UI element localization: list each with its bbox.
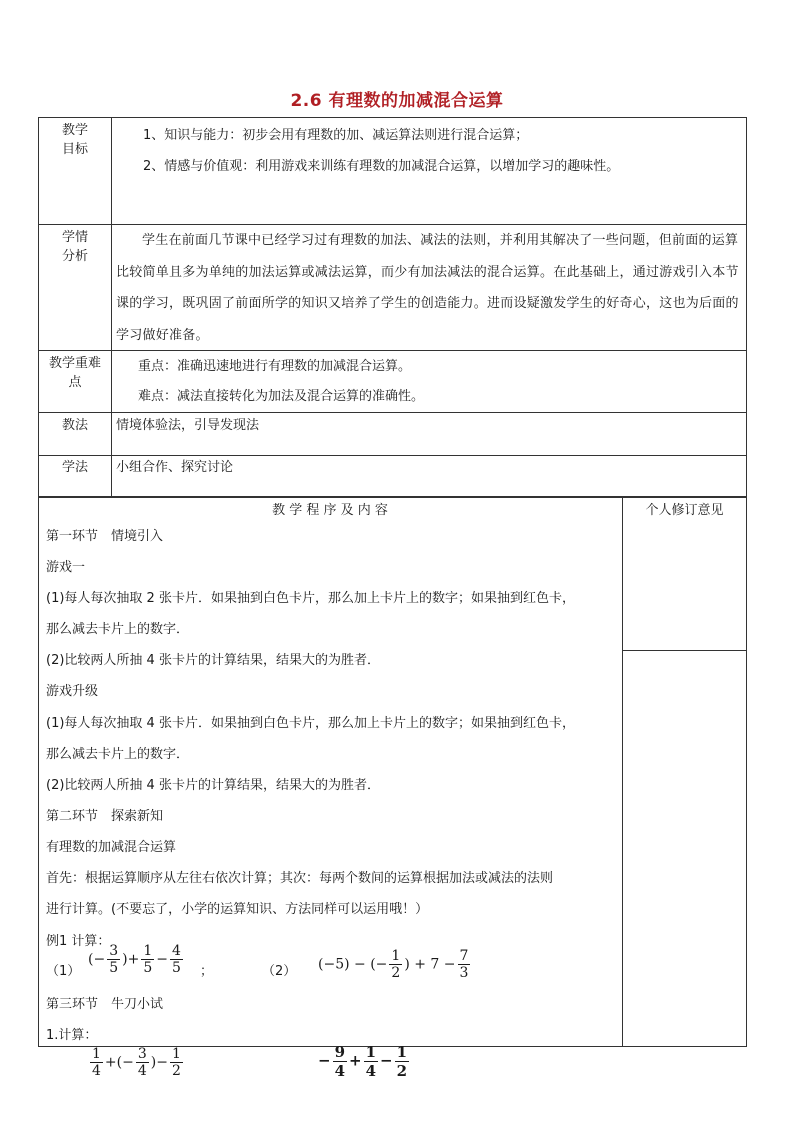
math-text: )+ (122, 951, 140, 968)
fraction (170, 1046, 183, 1079)
numerator: 1 (143, 943, 153, 959)
analysis-label: 学情 分析 (61, 230, 88, 264)
math-text: (− (88, 951, 106, 968)
procedure-line: (1)每人每次抽取 4 张卡片．如果抽到白色卡片，那么加上卡片上的数字；如果抽到红色卡， (46, 716, 575, 731)
study-text: 小组合作、探究讨论 (116, 460, 234, 475)
example-2-expression (318, 948, 472, 981)
math-text: )− (150, 1054, 168, 1071)
numerator: 1 (92, 1046, 101, 1062)
row-divider (38, 412, 747, 413)
revision-header: 个人修订意见 (645, 503, 724, 518)
numerator: 1 (396, 1043, 408, 1061)
procedure-line: (2)比较两人所抽 4 张卡片的计算结果，结果大的为胜者． (46, 778, 380, 793)
denominator: 2 (391, 965, 401, 981)
practice-2-expression (318, 1043, 411, 1080)
denominator: 3 (459, 965, 469, 981)
numerator: 3 (137, 1046, 147, 1062)
fraction (395, 1043, 409, 1080)
fraction (333, 1043, 347, 1080)
denominator: 5 (171, 960, 181, 976)
example-1-expression (88, 943, 185, 976)
numerator: 1 (171, 1046, 181, 1062)
denominator: 2 (171, 1063, 181, 1079)
procedure-line: (2)比较两人所抽 4 张卡片的计算结果，结果大的为胜者． (46, 653, 380, 668)
fraction (458, 948, 471, 981)
info-column-divider (111, 117, 112, 497)
example-2-label: （2） (262, 964, 297, 979)
exercise-label: 1.计算： (46, 1028, 98, 1043)
procedure-line: 进行计算。(不要忘了，小学的运算知识、方法同样可以运用哦！） (46, 902, 429, 917)
math-text: (−5) − (− (318, 956, 388, 973)
procedure-line: 首先：根据运算顺序从左往右依次计算；其次：每两个数间的运算根据加法或减法的法则 (46, 871, 554, 886)
fraction (170, 943, 183, 976)
numerator: 4 (171, 943, 181, 959)
fraction (90, 1046, 103, 1079)
objective-line-2: 2、情感与价值观：利用游戏来训练有理数的加减混合运算，以增加学习的趣味性。 (143, 159, 620, 174)
procedure-header: 教 学 程 序 及 内 容 (272, 503, 388, 518)
objective-line-1: 1、知识与能力：初步会用有理数的加、减运算法则进行混合运算； (143, 128, 529, 143)
numerator: 1 (391, 948, 401, 964)
analysis-text: 学生在前面几节课中已经学习过有理数的加法、减法的法则，并利用其解决了一些问题，但前面的运算比较简单且多为单纯的加法运算或减法运算，而少有加法减法的混合运算。在此基础上，通过游戏引入本节课的学习，既巩固了前面所学的知识又培养了学生的创造能力。进而设疑激发学生的好奇心，这也为后面的学习做好准备。 (116, 233, 739, 343)
procedure-line: 游戏升级 (46, 684, 99, 699)
page-title: 2.6 有理数的加减混合运算 (290, 91, 504, 111)
procedure-line: 那么减去卡片上的数字． (46, 622, 190, 637)
keypoint-line-1: 重点：准确迅速地进行有理数的加减混合运算。 (138, 359, 412, 374)
fraction (107, 943, 120, 976)
procedure-line: 游戏一 (46, 560, 86, 575)
fraction (141, 943, 154, 976)
denominator: 5 (109, 960, 119, 976)
math-text: − (318, 1051, 331, 1070)
denominator: 4 (137, 1063, 147, 1079)
practice-1-expression (88, 1046, 185, 1079)
denominator: 2 (396, 1062, 408, 1080)
numerator: 7 (459, 948, 469, 964)
procedure-column-divider (622, 497, 623, 1047)
math-text: + (349, 1051, 362, 1070)
procedure-line: 那么减去卡片上的数字． (46, 747, 190, 762)
objectives-label: 教学 目标 (61, 123, 88, 157)
math-text: ) + 7 − (404, 956, 456, 973)
numerator: 1 (365, 1043, 377, 1061)
example-1-label: （1） (46, 964, 81, 979)
denominator: 5 (143, 960, 153, 976)
method-label: 教法 (61, 418, 88, 433)
procedure-line: (1)每人每次抽取 2 张卡片．如果抽到白色卡片，那么加上卡片上的数字；如果抽到红色卡， (46, 591, 575, 606)
example-label: 例1 计算： (46, 934, 111, 949)
numerator: 3 (109, 943, 119, 959)
fraction (389, 948, 402, 981)
math-text: − (380, 1051, 393, 1070)
procedure-line: 有理数的加减混合运算 (46, 840, 177, 855)
numerator: 9 (334, 1043, 346, 1061)
fraction (136, 1046, 149, 1079)
math-text: − (156, 951, 168, 968)
keypoints-label: 教学重难 点 (48, 356, 101, 390)
denominator: 4 (334, 1062, 346, 1080)
denominator: 4 (365, 1062, 377, 1080)
fraction (364, 1043, 378, 1080)
example-separator: ； (200, 964, 214, 979)
side-row-divider (622, 650, 747, 651)
procedure-line: 第二环节 探索新知 (46, 809, 164, 824)
study-label: 学法 (61, 460, 88, 475)
row-divider (38, 455, 747, 456)
math-text: +(− (104, 1054, 134, 1071)
section-3-title: 第三环节 牛刀小试 (46, 997, 164, 1012)
keypoint-line-2: 难点：减法直接转化为加法及混合运算的准确性。 (138, 389, 425, 404)
denominator: 4 (92, 1063, 101, 1079)
method-text: 情境体验法，引导发现法 (116, 418, 260, 433)
procedure-line: 第一环节 情境引入 (46, 529, 164, 544)
